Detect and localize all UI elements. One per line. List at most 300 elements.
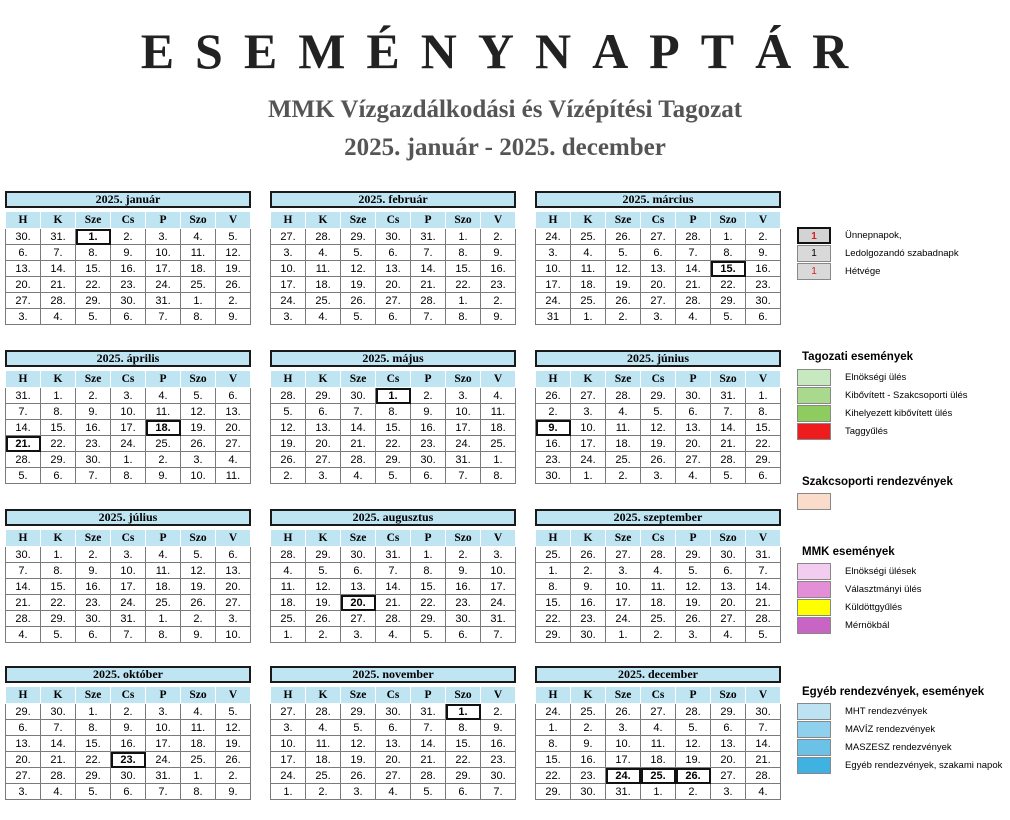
day-cell: 12. — [271, 420, 306, 436]
weekday-header: P — [411, 530, 446, 547]
day-cell: 2. — [606, 468, 641, 484]
day-cell: 5. — [376, 468, 411, 484]
legend-swatch — [797, 757, 831, 774]
day-cell: 18. — [306, 752, 341, 768]
weekday-header: Szo — [711, 371, 746, 388]
week-row — [536, 784, 781, 800]
day-cell: 11. — [606, 420, 641, 436]
day-cell: 2. — [111, 229, 146, 245]
day-cell: 5. — [411, 784, 446, 800]
week-row — [271, 388, 516, 404]
day-cell: 7. — [76, 468, 111, 484]
day-cell: 11. — [571, 261, 606, 277]
day-cell: 3. — [146, 704, 181, 720]
day-cell: 6. — [641, 245, 676, 261]
day-cell: 1. — [76, 704, 111, 720]
day-cell: 13. — [306, 420, 341, 436]
day-cell: 3. — [306, 468, 341, 484]
day-cell: 30. — [571, 784, 606, 800]
day-cell: 29. — [411, 611, 446, 627]
month-title: 2025. február — [270, 191, 516, 208]
day-cell: 1. — [411, 547, 446, 563]
day-cell: 6. — [446, 627, 481, 643]
day-cell: 12. — [676, 579, 711, 595]
day-cell: 28. — [676, 704, 711, 720]
day-cell: 18. — [641, 752, 676, 768]
day-cell: 23. — [746, 277, 781, 293]
month-calendar — [535, 509, 781, 643]
day-cell: 30. — [6, 547, 41, 563]
weekday-header: H — [6, 212, 41, 229]
day-cell: 3. — [481, 547, 516, 563]
day-cell: 13. — [6, 261, 41, 277]
day-cell: 12. — [181, 404, 216, 420]
day-cell: 24. — [536, 229, 571, 245]
weekday-header: V — [216, 212, 251, 229]
day-cell: 27. — [216, 436, 251, 452]
day-cell: 28. — [411, 293, 446, 309]
week-row — [271, 229, 516, 245]
day-cell: 2. — [216, 293, 251, 309]
day-cell: 10. — [606, 736, 641, 752]
day-cell: 8. — [446, 245, 481, 261]
day-cell: 26. — [181, 595, 216, 611]
weekday-header: Sze — [606, 530, 641, 547]
day-cell: 2. — [271, 468, 306, 484]
day-cell: 4. — [146, 388, 181, 404]
day-cell: 24. — [146, 277, 181, 293]
day-cell: 29. — [76, 768, 111, 784]
day-cell: 17. — [606, 752, 641, 768]
week-row — [536, 404, 781, 420]
day-cell: 8. — [481, 468, 516, 484]
week-row — [6, 704, 251, 720]
day-cell: 11. — [146, 563, 181, 579]
month-title: 2025. június — [535, 350, 781, 367]
day-cell: 5. — [411, 627, 446, 643]
day-cell: 22. — [446, 277, 481, 293]
day-cell: 1. — [111, 452, 146, 468]
day-cell: 19. — [341, 277, 376, 293]
day-cell: 2. — [76, 388, 111, 404]
weekday-header: Sze — [76, 212, 111, 229]
day-cell: 15. — [41, 579, 76, 595]
week-row — [536, 595, 781, 611]
day-cell: 21. — [41, 752, 76, 768]
weekday-header: H — [271, 687, 306, 704]
day-cell: 24. — [271, 293, 306, 309]
weekday-header: Sze — [76, 687, 111, 704]
day-cell: 2. — [411, 388, 446, 404]
day-cell: 9. — [76, 404, 111, 420]
day-cell: 7. — [481, 784, 516, 800]
day-cell: 1. — [536, 720, 571, 736]
week-row — [6, 720, 251, 736]
day-cell: 21. — [411, 277, 446, 293]
day-cell: 9. — [571, 736, 606, 752]
day-cell: 9. — [181, 627, 216, 643]
day-cell: 11. — [641, 736, 676, 752]
day-cell: 27. — [216, 595, 251, 611]
day-cell: 2. — [216, 768, 251, 784]
day-cell: 9. — [146, 468, 181, 484]
day-cell: 6. — [376, 309, 411, 325]
day-cell: 29. — [341, 704, 376, 720]
day-cell: 30. — [536, 468, 571, 484]
day-cell: 3. — [536, 245, 571, 261]
day-cell: 11. — [481, 404, 516, 420]
legend-swatch: 1 — [797, 227, 831, 244]
legend-heading-egyeb: Egyéb rendezvények, események — [802, 686, 985, 698]
day-cell: 15. — [711, 261, 746, 277]
day-cell: 10. — [181, 468, 216, 484]
day-cell: 19. — [676, 595, 711, 611]
day-cell: 16. — [481, 261, 516, 277]
weekday-header: V — [746, 212, 781, 229]
weekday-header: Sze — [341, 212, 376, 229]
day-cell: 3. — [6, 784, 41, 800]
week-row — [6, 468, 251, 484]
day-cell: 20. — [6, 277, 41, 293]
day-cell: 5. — [341, 720, 376, 736]
day-cell: 27. — [641, 704, 676, 720]
day-cell: 4. — [146, 547, 181, 563]
weekday-header: Sze — [76, 530, 111, 547]
weekday-header: Szo — [711, 530, 746, 547]
day-cell: 18. — [271, 595, 306, 611]
day-cell: 3. — [111, 388, 146, 404]
day-cell: 19. — [181, 420, 216, 436]
month-title: 2025. július — [5, 509, 251, 526]
day-cell: 10. — [446, 404, 481, 420]
week-row — [271, 720, 516, 736]
day-cell: 26. — [606, 293, 641, 309]
weekday-header: K — [41, 212, 76, 229]
day-cell: 21. — [41, 277, 76, 293]
legend-heading-szakcsoporti: Szakcsoporti rendezvények — [802, 476, 953, 488]
day-cell: 1. — [271, 784, 306, 800]
day-cell: 28. — [271, 547, 306, 563]
day-cell: 7. — [376, 563, 411, 579]
day-cell: 18. — [181, 736, 216, 752]
day-cell: 4. — [306, 720, 341, 736]
weekday-header: V — [746, 687, 781, 704]
day-cell: 18. — [146, 420, 181, 436]
day-cell: 6. — [746, 309, 781, 325]
day-cell: 27. — [271, 229, 306, 245]
day-cell: 19. — [271, 436, 306, 452]
day-cell: 23. — [111, 752, 146, 768]
day-cell: 30. — [111, 768, 146, 784]
day-cell: 5. — [746, 627, 781, 643]
day-cell: 2. — [481, 229, 516, 245]
weekday-header: Cs — [376, 212, 411, 229]
day-cell: 8. — [446, 309, 481, 325]
day-cell: 6. — [341, 563, 376, 579]
day-cell: 6. — [711, 563, 746, 579]
week-row — [6, 452, 251, 468]
legend-label: Ünnepnapok, — [845, 230, 902, 241]
day-cell: 18. — [641, 595, 676, 611]
day-cell: 29. — [641, 388, 676, 404]
month-title: 2025. április — [5, 350, 251, 367]
day-cell: 31. — [6, 388, 41, 404]
day-cell: 1. — [536, 563, 571, 579]
day-cell: 31. — [481, 611, 516, 627]
day-cell: 4. — [181, 229, 216, 245]
day-cell: 29. — [376, 452, 411, 468]
day-cell: 4. — [341, 468, 376, 484]
day-cell: 12. — [341, 261, 376, 277]
day-cell: 28. — [746, 768, 781, 784]
legend-swatch — [797, 493, 831, 510]
weekday-header: P — [676, 687, 711, 704]
week-row — [6, 404, 251, 420]
month-calendar — [5, 191, 251, 325]
day-cell: 14. — [746, 736, 781, 752]
day-cell: 13. — [376, 261, 411, 277]
weekday-header: K — [41, 371, 76, 388]
day-cell: 6. — [216, 547, 251, 563]
day-cell: 28. — [606, 388, 641, 404]
day-cell: 22. — [536, 611, 571, 627]
day-cell: 1. — [41, 388, 76, 404]
day-cell: 25. — [571, 704, 606, 720]
day-cell: 28. — [41, 768, 76, 784]
day-cell: 8. — [41, 563, 76, 579]
day-cell: 29. — [306, 547, 341, 563]
weekday-header: P — [146, 530, 181, 547]
weekday-header: Cs — [641, 212, 676, 229]
day-cell: 8. — [181, 309, 216, 325]
day-cell: 22. — [446, 752, 481, 768]
day-cell: 22. — [411, 595, 446, 611]
week-row — [536, 627, 781, 643]
day-cell: 15. — [446, 736, 481, 752]
day-cell: 13. — [376, 736, 411, 752]
week-row — [6, 309, 251, 325]
day-cell: 13. — [641, 261, 676, 277]
day-cell: 31. — [746, 547, 781, 563]
legend-swatch — [797, 599, 831, 616]
day-cell: 19. — [606, 277, 641, 293]
day-cell: 7. — [6, 404, 41, 420]
day-cell: 11. — [181, 720, 216, 736]
day-cell: 1. — [446, 293, 481, 309]
page-subtitle: MMK Vízgazdálkodási és Vízépítési Tagozat — [267, 96, 743, 123]
day-cell: 13. — [711, 579, 746, 595]
day-cell: 2. — [446, 547, 481, 563]
day-cell: 28. — [271, 388, 306, 404]
day-cell: 16. — [571, 595, 606, 611]
day-cell: 28. — [376, 611, 411, 627]
day-cell: 14. — [376, 579, 411, 595]
day-cell: 27. — [6, 293, 41, 309]
day-cell: 1. — [181, 768, 216, 784]
day-cell: 12. — [306, 579, 341, 595]
day-cell: 6. — [41, 468, 76, 484]
legend-swatch — [797, 703, 831, 720]
weekday-header: Szo — [181, 687, 216, 704]
day-cell: 28. — [711, 452, 746, 468]
day-cell: 29. — [6, 704, 41, 720]
day-cell: 31 — [536, 309, 571, 325]
weekday-header: Cs — [641, 530, 676, 547]
day-cell: 25. — [641, 611, 676, 627]
weekday-header: H — [271, 212, 306, 229]
day-cell: 7. — [41, 720, 76, 736]
week-row — [536, 420, 781, 436]
week-row — [6, 293, 251, 309]
week-row — [271, 752, 516, 768]
day-cell: 3. — [676, 627, 711, 643]
day-cell: 27. — [376, 768, 411, 784]
week-row — [271, 277, 516, 293]
weekday-header: K — [306, 212, 341, 229]
week-row — [6, 579, 251, 595]
day-cell: 21. — [6, 595, 41, 611]
weekday-header: V — [481, 530, 516, 547]
weekday-header: V — [481, 371, 516, 388]
day-cell: 24. — [606, 768, 641, 784]
day-cell: 3. — [181, 452, 216, 468]
day-cell: 17. — [111, 579, 146, 595]
weekday-header: P — [676, 371, 711, 388]
day-cell: 16. — [746, 261, 781, 277]
day-cell: 8. — [536, 736, 571, 752]
day-cell: 2. — [606, 309, 641, 325]
day-cell: 30. — [376, 229, 411, 245]
day-cell: 20. — [376, 277, 411, 293]
week-row — [271, 452, 516, 468]
day-cell: 14. — [341, 420, 376, 436]
day-cell: 17. — [111, 420, 146, 436]
weekday-header: Szo — [711, 212, 746, 229]
day-cell: 19. — [216, 261, 251, 277]
day-cell: 7. — [411, 309, 446, 325]
day-cell: 13. — [676, 420, 711, 436]
day-cell: 8. — [76, 720, 111, 736]
day-cell: 7. — [146, 784, 181, 800]
day-cell: 27. — [6, 768, 41, 784]
week-row — [6, 752, 251, 768]
day-cell: 16. — [446, 579, 481, 595]
day-cell: 19. — [341, 752, 376, 768]
weekday-header: K — [306, 530, 341, 547]
legend-swatch: 1 — [797, 245, 831, 262]
month-calendar — [535, 350, 781, 484]
legend-swatch — [797, 617, 831, 634]
legend-label: MAVÍZ rendezvények — [845, 724, 936, 735]
day-cell: 27. — [306, 452, 341, 468]
day-cell: 4. — [376, 784, 411, 800]
week-row — [271, 261, 516, 277]
week-row — [536, 388, 781, 404]
day-cell: 8. — [181, 784, 216, 800]
day-cell: 29. — [41, 452, 76, 468]
day-cell: 20. — [6, 752, 41, 768]
day-cell: 2. — [571, 720, 606, 736]
day-cell: 7. — [146, 309, 181, 325]
day-cell: 21. — [711, 436, 746, 452]
day-cell: 21. — [411, 752, 446, 768]
period-label: 2025. január - 2025. december — [344, 134, 666, 161]
day-cell: 29. — [41, 611, 76, 627]
day-cell: 21. — [676, 277, 711, 293]
day-cell: 1. — [746, 388, 781, 404]
day-cell: 8. — [536, 579, 571, 595]
week-row — [271, 309, 516, 325]
weekday-header: H — [271, 530, 306, 547]
day-cell: 1. — [271, 627, 306, 643]
day-cell: 6. — [446, 784, 481, 800]
week-row — [536, 436, 781, 452]
day-cell: 2. — [306, 784, 341, 800]
weekday-header: V — [746, 530, 781, 547]
day-cell: 2. — [481, 704, 516, 720]
day-cell: 14. — [41, 736, 76, 752]
legend-swatch — [797, 387, 831, 404]
day-cell: 10. — [111, 563, 146, 579]
day-cell: 15. — [76, 736, 111, 752]
day-cell: 24. — [536, 704, 571, 720]
day-cell: 23. — [571, 611, 606, 627]
day-cell: 11. — [641, 579, 676, 595]
day-cell: 13. — [216, 563, 251, 579]
day-cell: 26. — [676, 768, 711, 784]
day-cell: 28. — [6, 452, 41, 468]
day-cell: 28. — [411, 768, 446, 784]
weekday-header: P — [411, 371, 446, 388]
weekday-header: Sze — [606, 212, 641, 229]
month-calendar — [270, 509, 516, 643]
day-cell: 25. — [481, 436, 516, 452]
day-cell: 5. — [271, 404, 306, 420]
day-cell: 11. — [306, 261, 341, 277]
day-cell: 15. — [536, 595, 571, 611]
day-cell: 26. — [571, 547, 606, 563]
day-cell: 18. — [606, 436, 641, 452]
day-cell: 13. — [341, 579, 376, 595]
month-title: 2025. december — [535, 666, 781, 683]
day-cell: 31. — [411, 704, 446, 720]
day-cell: 30. — [481, 768, 516, 784]
day-cell: 19. — [306, 595, 341, 611]
legend-heading-mmk: MMK események — [802, 546, 895, 558]
day-cell: 7. — [481, 627, 516, 643]
weekday-header: K — [41, 530, 76, 547]
day-cell: 9. — [76, 563, 111, 579]
day-cell: 10. — [111, 404, 146, 420]
weekday-header: K — [571, 687, 606, 704]
day-cell: 17. — [481, 579, 516, 595]
day-cell: 29. — [341, 229, 376, 245]
day-cell: 30. — [411, 452, 446, 468]
week-row — [271, 420, 516, 436]
day-cell: 30. — [41, 704, 76, 720]
day-cell: 4. — [41, 309, 76, 325]
day-cell: 23. — [571, 768, 606, 784]
day-cell: 10. — [481, 563, 516, 579]
day-cell: 10. — [271, 736, 306, 752]
day-cell: 3. — [571, 404, 606, 420]
day-cell: 24. — [446, 436, 481, 452]
weekday-header: Szo — [446, 530, 481, 547]
day-cell: 1. — [711, 229, 746, 245]
day-cell: 20. — [341, 595, 376, 611]
day-cell: 17. — [606, 595, 641, 611]
week-row — [6, 768, 251, 784]
